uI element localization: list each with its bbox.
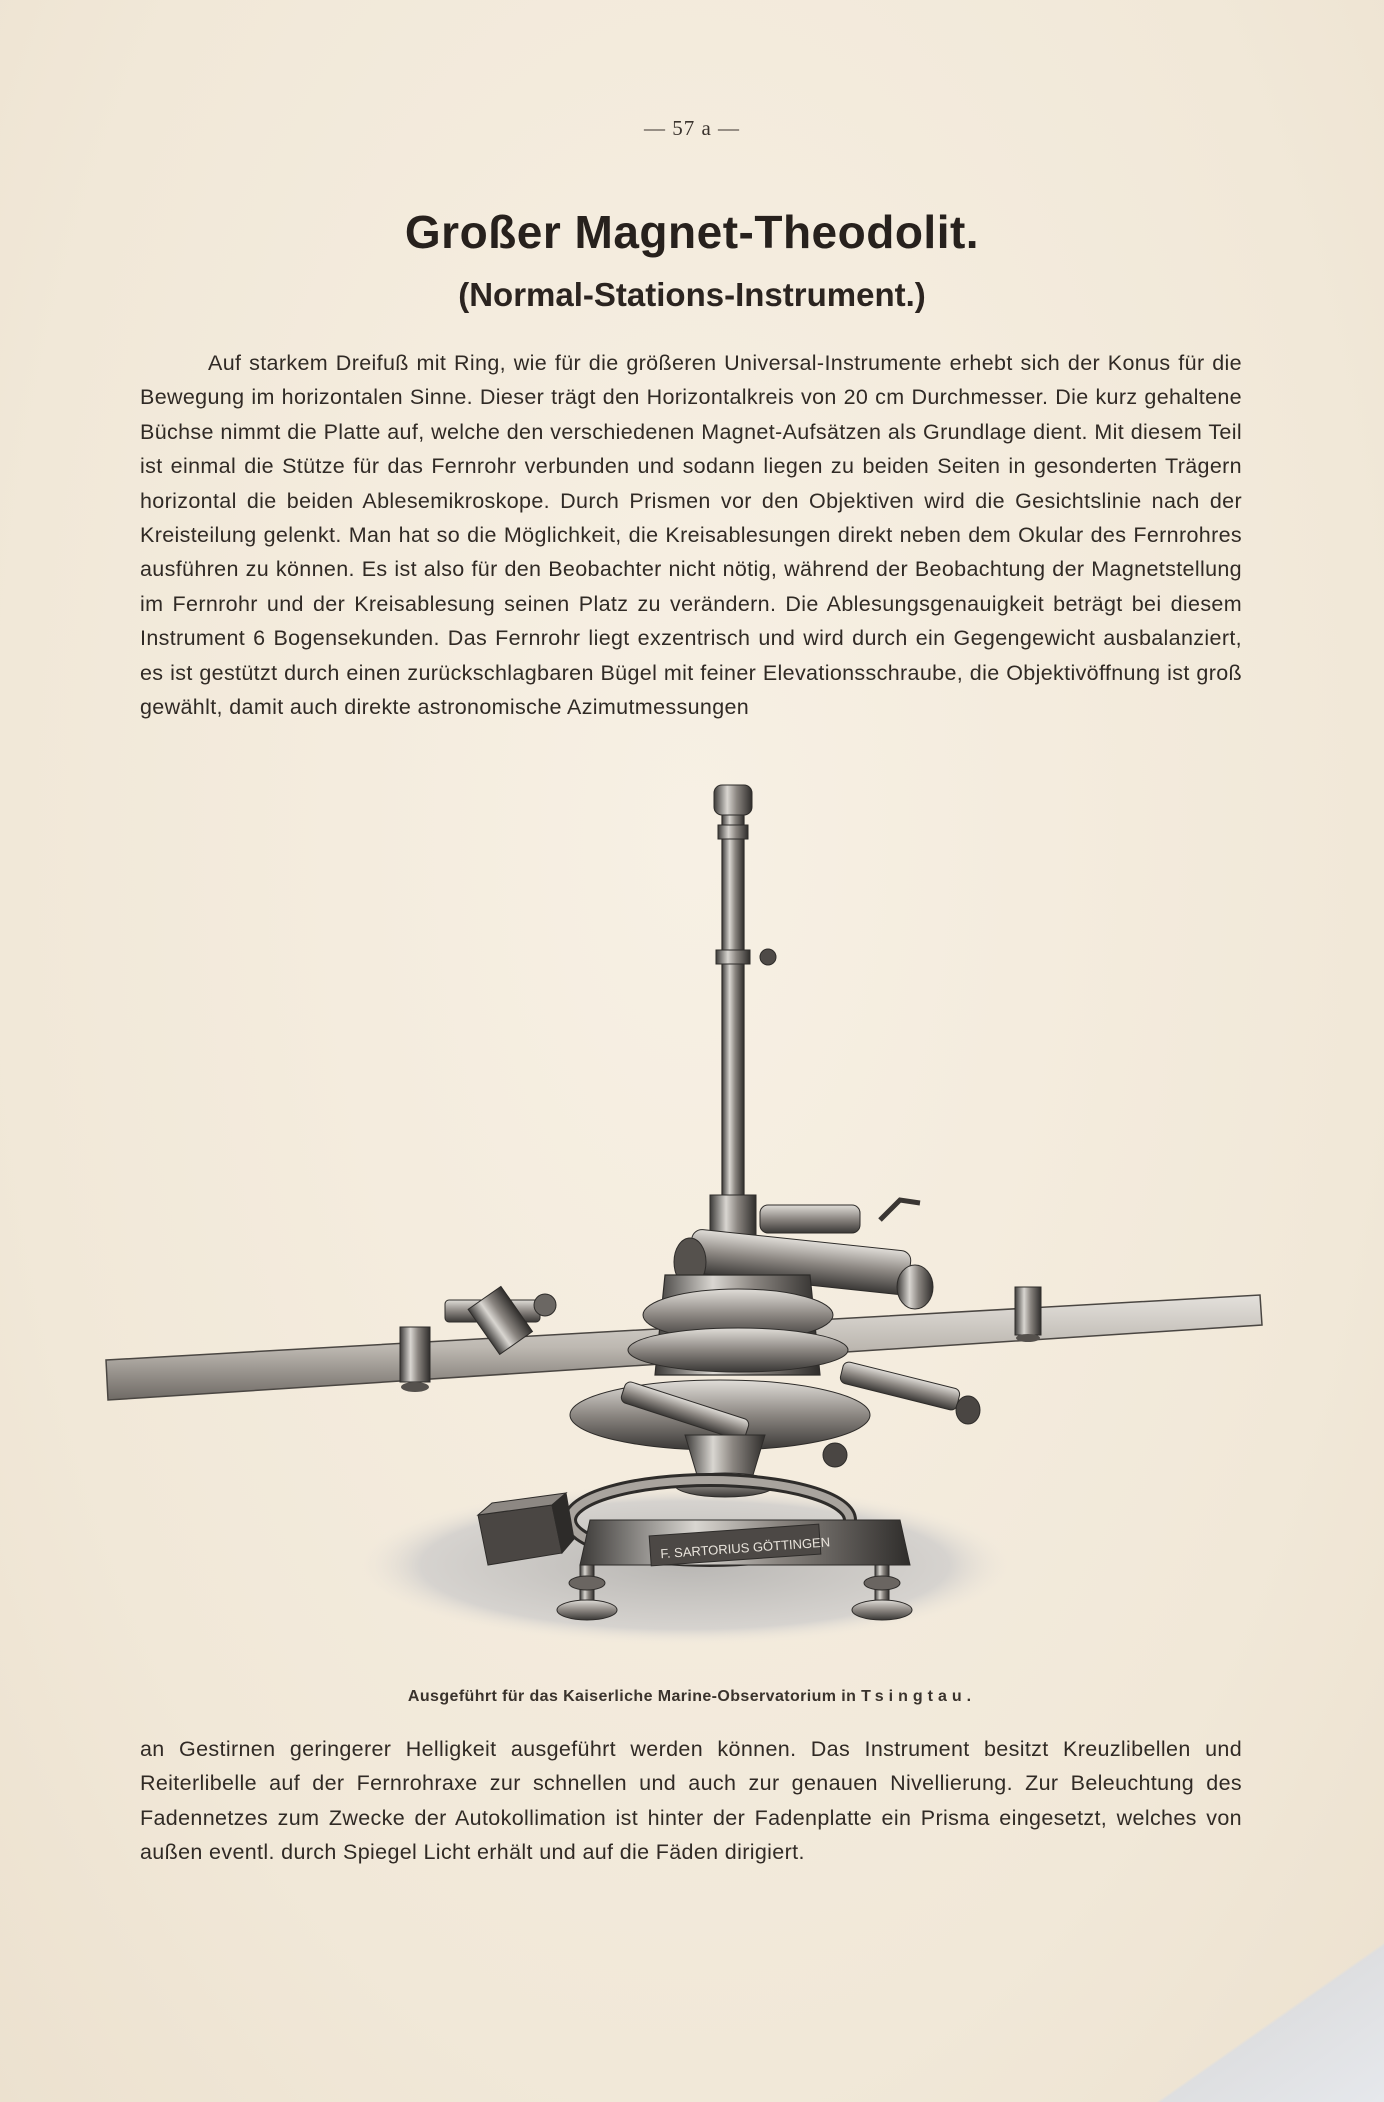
theodolite-illustration [100, 775, 1270, 1690]
page-number: — 57 a — [643, 116, 741, 140]
paragraph-intro: Auf starkem Dreifuß mit Ring, wie für die größeren Universal-Instrumente erhebt sich der Konus für die Bewegung im horizontalen Sinne. Dieser trägt den Horizontalkreis von 20 cm Durchmesser. Die kurz gehaltene Büchse nimmt die Platte auf, welche den verschiedenen Magnet-Aufsätzen als Grundlage dient. Mit diesem Teil ist einmal die Stütze für das Fernrohr verbunden und sodann liegen zu beiden Seiten in gesonderten Trägern horizontal die beiden Ablesemikroskope. Durch Prismen vor den Objektiven wird die Gesichtslinie nach der Kreisteilung gelenkt. Man hat so die Möglichkeit, die Kreisablesungen direkt neben dem Okular des Fernrohres ausführen zu können. Es ist also für den Beobachter nicht nötig, während der Beobachtung der Magnetstellung im Fernrohr und der Kreisablesung seinen Platz zu verändern. Die Ablesungsgenauigkeit beträgt bei diesem Instrument 6 Bogensekunden. Das Fernrohr liegt exzentrisch und wird durch ein Gegengewicht ausbalanziert, es ist gestützt durch einen zurückschlagbaren Bügel mit feiner Elevationsschraube, die Objektivöffnung ist groß gewählt, damit auch direkte astronomische Azimutmessungen [140, 351, 1242, 720]
bar-clamp-right [1015, 1287, 1041, 1335]
paragraph-continuation: an Gestirnen geringerer Helligkeit ausgeführt werden können. Das Instrument besitzt Kreuzlibellen und Reiterlibelle auf der Fernrohraxe zur schnellen und auch zur genauen Nivellierung. Zur Beleuchtung des Fadennetzes zum Zwecke der Autokollimation ist hinter der Fadenplatte ein Prisma eingesetzt, welches von außen eventl. durch Spiegel Licht erhält und auf die Fäden dirigiert. [140, 1737, 1242, 1865]
maker-engraving: F. SARTORIUS GÖTTINGEN [659, 1534, 831, 1562]
vertical-column [722, 805, 744, 1215]
bar-clamp-left [400, 1327, 430, 1382]
page-corner-shadow [1134, 1922, 1384, 2102]
caption-text: Ausgeführt für das Kaiserliche Marine-Observatorium in [407, 1688, 862, 1705]
page-subtitle: (Normal-Stations-Instrument.) [458, 276, 926, 313]
page-title: Großer Magnet-Theodolit. [404, 206, 980, 258]
figure-caption [0, 1688, 1384, 1706]
caption-place: Tsingtau. [861, 1688, 977, 1705]
